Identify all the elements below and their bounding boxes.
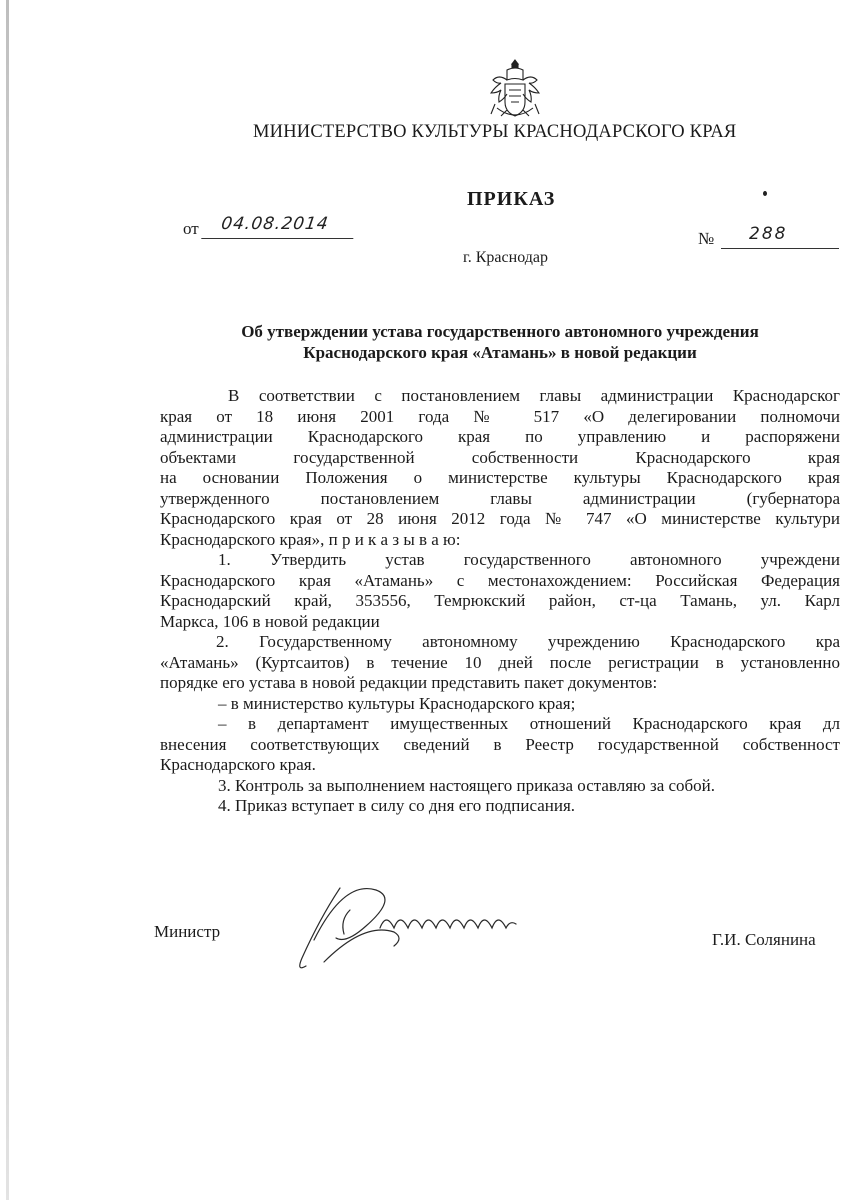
body-line: края от 18 июня 2001 года № 517 «О делегировании полномочи [160,406,840,426]
city-label: г. Краснодар [463,249,548,266]
body-line: на основании Положения о министерстве культуры Краснодарского края [160,468,840,487]
body-line: Краснодарский край, 353556, Темрюкский район, ст-ца Тамань, ул. Карл [160,591,840,610]
body-line: – в министерство культуры Краснодарского края; [218,693,576,713]
body-line: «Атамань» (Куртсаитов) в течение 10 дней после регистрации в установленно [160,652,840,672]
coat-of-arms-icon [487,58,543,122]
body-line: объектами государственной собственности Краснодарского края [160,447,840,467]
date-label: от [183,219,199,238]
document-body [160,386,840,817]
ministry-name: МИНИСТЕРСТВО КУЛЬТУРЫ КРАСНОДАРСКОГО КРАЯ [253,122,737,142]
body-line: порядке его устава в новой редакции представить пакет документов: [160,673,658,692]
body-line: Маркса, 106 в новой редакции [160,611,380,631]
number-label: № [698,229,715,248]
title-line: Краснодарского края «Атамань» в новой редакции [303,343,697,362]
scan-edge-shadow [6,0,9,1200]
body-line: – в департамент имущественных отношений Краснодарского края дл [218,714,840,733]
title-line: Об утверждении устава государственного автономного учреждения [241,322,759,341]
body-line: Краснодарского края «Атамань» с местонахождением: Российская Федерация [160,570,840,590]
body-line: Краснодарского края», п р и к а з ы в а ю: [160,529,461,549]
signatory-name: Г.И. Солянина [712,930,816,949]
body-line: В соответствии с постановлением главы администрации Краснодарског [228,386,840,405]
body-line: 3. Контроль за выполнением настоящего приказа оставляю за собой. [218,775,716,795]
body-line: внесения соответствующих сведений в Реестр государственной собственност [160,734,840,754]
date-value: 04.08.2014 [201,214,357,239]
body-line: администрации Краснодарского края по управлению и распоряжени [160,427,840,446]
number-value: 288 [721,224,839,249]
body-line: 2. Государственному автономному учреждению Краснодарского кра [216,632,840,651]
document-title [160,321,840,363]
body-line: Краснодарского края. [160,755,316,774]
body-line: Краснодарского края от 28 июня 2012 года № 747 «О министерстве культури [160,509,840,528]
scan-speck [763,191,767,196]
body-line: утвержденного постановлением главы администрации (губернатора [160,488,840,508]
body-line: 1. Утвердить устав государственного автономного учреждени [218,550,840,569]
signatory-role: Министр [154,922,221,941]
body-line: 4. Приказ вступает в силу со дня его подписания. [218,796,576,815]
handwritten-signature [280,870,570,980]
document-type-heading: ПРИКАЗ [467,188,556,210]
